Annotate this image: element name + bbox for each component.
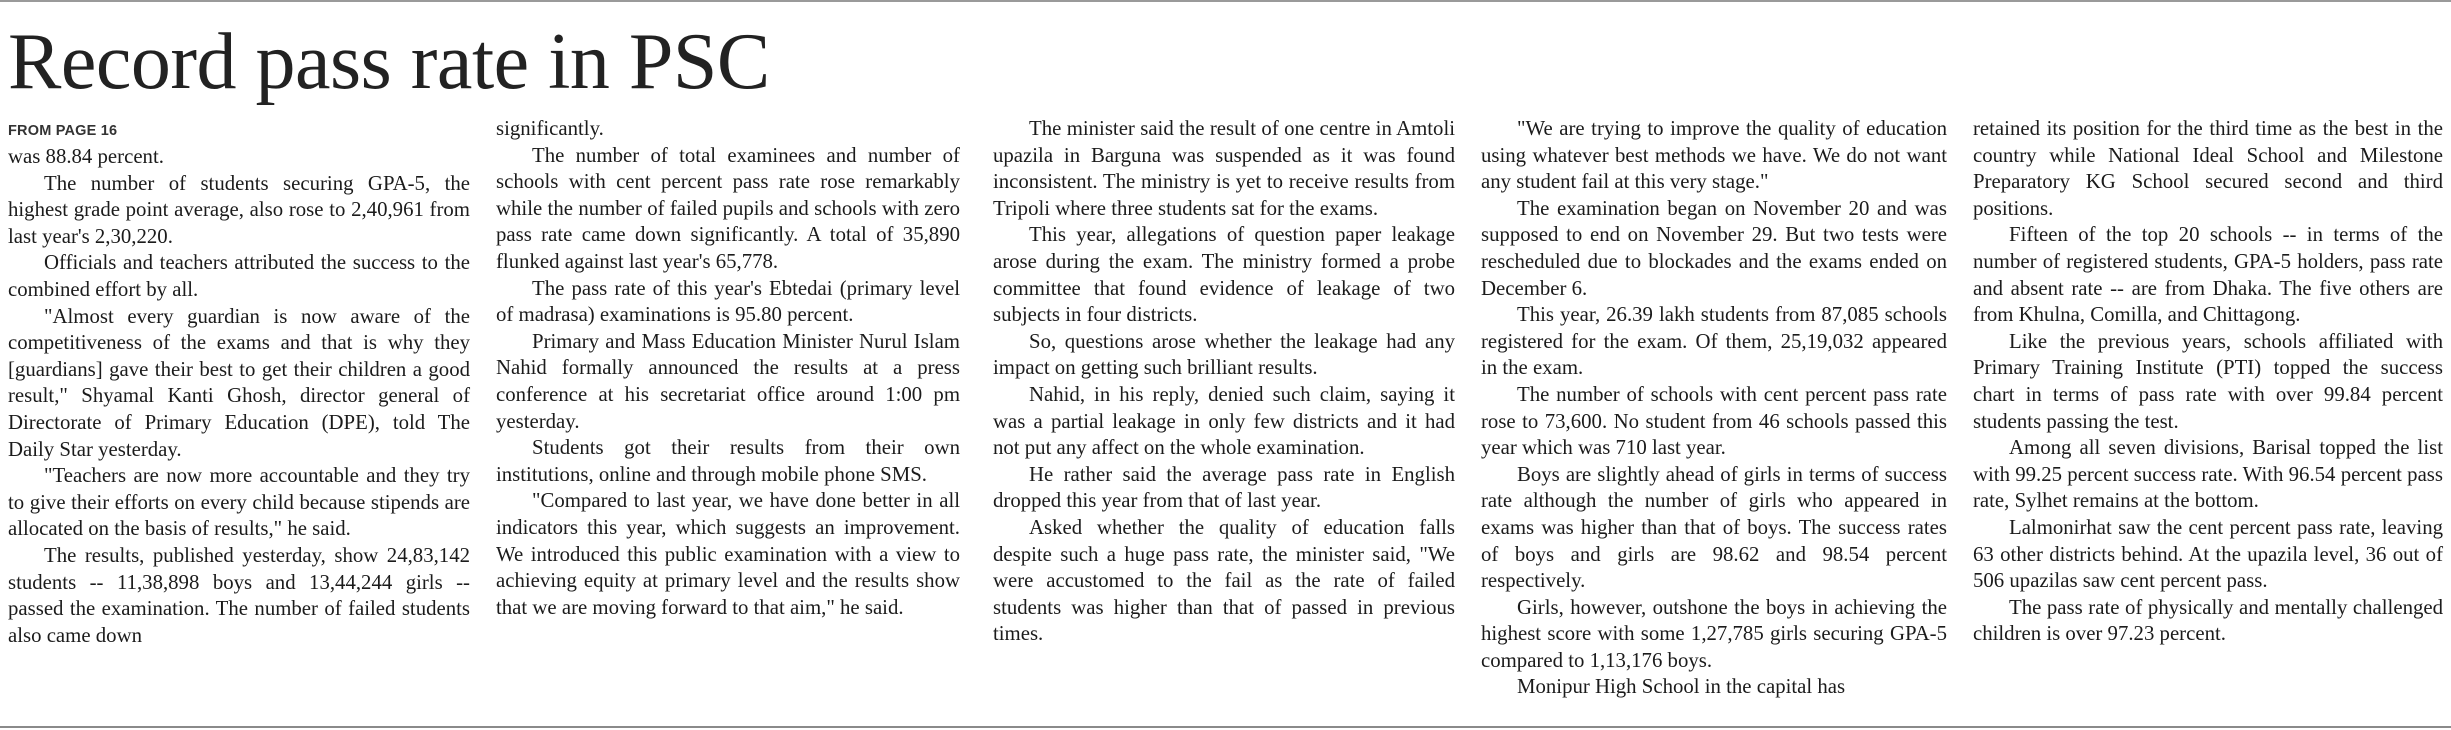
paragraph: Primary and Mass Education Minister Nurul Islam Nahid formally announced the results at a press conference at his secretariat office around 1:00 pm yesterday. <box>496 329 960 433</box>
paragraph: Fifteen of the top 20 schools -- in terms of the number of registered students, GPA-5 holders, pass rate and absent rate -- are from Dhaka. The five others are from Khulna, Comilla, and Chittagong. <box>1973 223 2443 327</box>
paragraph: The pass rate of this year's Ebtedai (primary level of madrasa) examinations is 95.80 percent. <box>496 276 960 327</box>
paragraph: He rather said the average pass rate in English dropped this year from that of last year. <box>993 462 1455 513</box>
paragraph: The number of schools with cent percent pass rate rose to 73,600. No student from 46 schools passed this year which was 710 last year. <box>1481 382 1947 460</box>
paragraph: "We are trying to improve the quality of education using whatever best methods we have. We do not want any student fail at this very stage." <box>1481 117 1947 194</box>
paragraph: The results, published yesterday, show 24,83,142 students -- 11,38,898 boys and 13,44,244 girls -- passed the examination. The number of failed students also came down <box>8 543 470 647</box>
paragraph: "Almost every guardian is now aware of the competitiveness of the exams and that is why they [guardians] gave their best to get their children a good result," Shyamal Kanti Ghosh, director general of Directorate of Primary Education (DPE), told The Daily Star yesterday. <box>8 304 470 461</box>
paragraph: Lalmonirhat saw the cent percent pass rate, leaving 63 other districts behind. At the upazila level, 36 out of 506 upazilas saw cent percent pass. <box>1973 515 2443 593</box>
bottom-rule <box>0 726 2451 728</box>
column-1 <box>8 120 470 649</box>
paragraph: This year, 26.39 lakh students from 87,085 schools registered for the exam. Of them, 25,19,032 appeared in the exam. <box>1481 303 1947 380</box>
column-2 <box>496 116 960 621</box>
headline: Record pass rate in PSC <box>8 18 770 106</box>
paragraph: Boys are slightly ahead of girls in terms of success rate although the number of girls who appeared in exams was higher than that of boys. The success rates of boys and girls are 98.62 and 98.54 percent respectively. <box>1481 462 1947 593</box>
paragraph: So, questions arose whether the leakage had any impact on getting such brilliant results. <box>993 329 1455 380</box>
paragraph: was 88.84 percent. <box>8 145 164 168</box>
paragraph: Asked whether the quality of education falls despite such a huge pass rate, the minister said, "We were accustomed to the fail as the rate of failed students was higher than that of passed in previous times. <box>993 515 1455 646</box>
column-5 <box>1973 116 2443 648</box>
continuation-kicker: FROM PAGE 16 <box>8 123 118 139</box>
paragraph: Like the previous years, schools affiliated with Primary Training Institute (PTI) topped the success chart in terms of pass rate with over 99.84 percent students passing the test. <box>1973 329 2443 433</box>
column-3 <box>993 116 1455 648</box>
paragraph: Nahid, in his reply, denied such claim, saying it was a partial leakage in only few districts and it had not put any affect on the whole examination. <box>993 382 1455 460</box>
paragraph: The pass rate of physically and mentally challenged children is over 97.23 percent. <box>1973 595 2443 646</box>
paragraph: Among all seven divisions, Barisal topped the list with 99.25 percent success rate. With 96.54 percent pass rate, Sylhet remains at the bottom. <box>1973 436 2443 513</box>
top-rule <box>0 0 2451 2</box>
paragraph: The number of students securing GPA-5, the highest grade point average, also rose to 2,40,961 from last year's 2,30,220. <box>8 171 470 248</box>
paragraph: retained its position for the third time as the best in the country while National Ideal School and Milestone Preparatory KG School secured second and third positions. <box>1973 117 2443 220</box>
paragraph: The minister said the result of one centre in Amtoli upazila in Barguna was suspended as it was found inconsistent. The ministry is yet to receive results from Tripoli where three students sat for the exams. <box>993 117 1455 220</box>
paragraph: Girls, however, outshone the boys in achieving the highest score with some 1,27,785 girls securing GPA-5 compared to 1,13,176 boys. <box>1481 595 1947 672</box>
paragraph: Monipur High School in the capital has <box>1517 675 1846 699</box>
paragraph: "Compared to last year, we have done better in all indicators this year, which suggests an improvement. We introduced this public examination with a view to achieving equity at primary level and the results show that we are moving forward to that aim," he said. <box>496 489 960 619</box>
paragraph: Students got their results from their own institutions, online and through mobile phone SMS. <box>496 436 960 486</box>
paragraph: This year, allegations of question paper leakage arose during the exam. The ministry formed a probe committee that found evidence of leakage of two subjects in four districts. <box>993 223 1455 327</box>
paragraph: significantly. <box>496 117 604 140</box>
column-4 <box>1481 116 1947 701</box>
paragraph: "Teachers are now more accountable and they try to give their efforts on every child because stipends are allocated on the basis of results," he said. <box>8 464 470 541</box>
paragraph: The number of total examinees and number of schools with cent percent pass rate rose remarkably while the number of failed pupils and schools with zero pass rate came down significantly. A total of 35,890 flunked against last year's 65,778. <box>496 143 960 273</box>
paragraph: The examination began on November 20 and was supposed to end on November 29. But two tests were rescheduled due to blockades and the exams ended on December 6. <box>1481 196 1947 300</box>
paragraph: Officials and teachers attributed the success to the combined effort by all. <box>8 251 470 301</box>
